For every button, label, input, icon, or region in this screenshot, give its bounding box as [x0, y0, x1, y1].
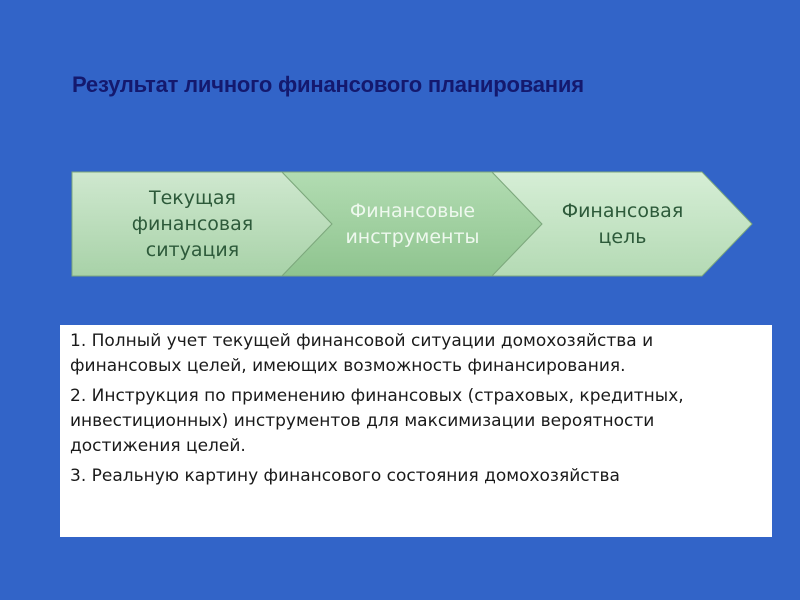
result-item-3: 3. Реальную картину финансового состояния домохозяйства	[70, 466, 620, 486]
results-text-box	[60, 325, 772, 537]
result-item-1: 1. Полный учет текущей финансовой ситуации домохозяйства и финансовых целей, имеющих возможность финансирования.	[70, 331, 654, 376]
result-item-2: 2. Инструкция по применению финансовых (страховых, кредитных, инвестиционных) инструментов для максимизации вероятности достижения целей.	[70, 386, 684, 456]
process-diagram	[70, 170, 755, 278]
process-step-2-label: Финансовые инструменты	[345, 200, 480, 248]
slide-title: Результат личного финансового планирования	[72, 72, 584, 97]
process-step-1-label: Текущая финансовая ситуация	[131, 187, 254, 261]
process-step-3-label: Финансовая цель	[561, 200, 684, 248]
